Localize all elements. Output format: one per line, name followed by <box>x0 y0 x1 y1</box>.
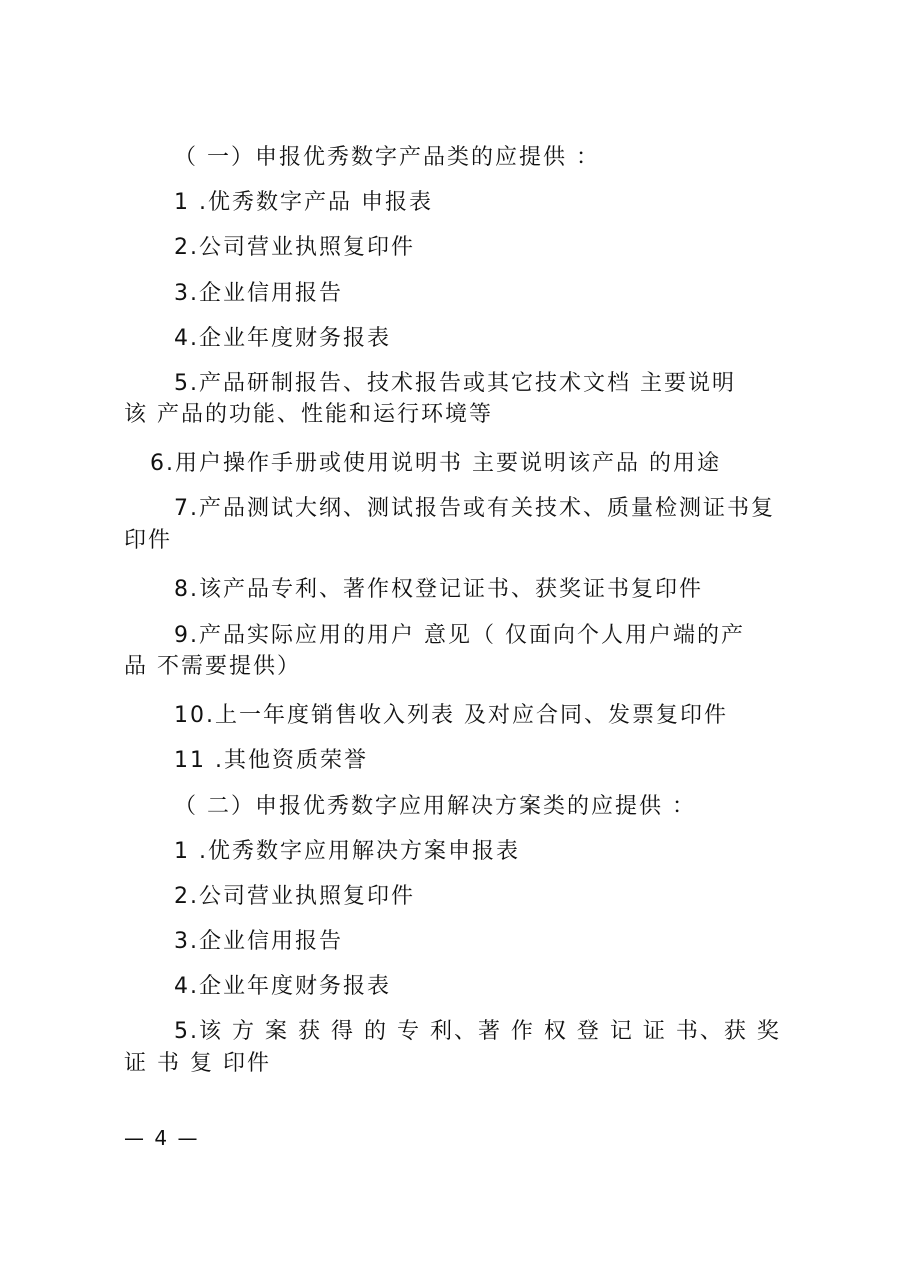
section1-item-9-line2: 品 不需要提供） <box>124 654 301 679</box>
section1-item-10: 10.上一年度销售收入列表 及对应合同、发票复印件 <box>174 703 728 728</box>
section2-item-3: 3.企业信用报告 <box>174 929 343 954</box>
section2-item-4: 4.企业年度财务报表 <box>174 974 391 999</box>
section2-heading: （ 二）申报优秀数字应用解决方案类的应提供 ： <box>174 794 696 819</box>
section1-item-7-line1: 7.产品测试大纲、测试报告或有关技术、质量检测证书复 <box>174 496 775 521</box>
section1-item-2: 2.公司营业执照复印件 <box>174 235 415 260</box>
section1-item-1: 1 .优秀数字产品 申报表 <box>174 190 433 215</box>
section1-item-5-line1: 5.产品研制报告、技术报告或其它技术文档 主要说明 <box>174 371 736 396</box>
section2-item-5-line2: 证 书 复 印件 <box>124 1051 271 1076</box>
section1-item-11: 11 .其他资质荣誉 <box>174 748 368 773</box>
page-number: — 4 — <box>124 1126 200 1150</box>
section1-item-7-line2: 印件 <box>124 528 173 553</box>
section2-item-1: 1 .优秀数字应用解决方案申报表 <box>174 839 520 864</box>
section1-item-4: 4.企业年度财务报表 <box>174 326 391 351</box>
section1-heading: （ 一）申报优秀数字产品类的应提供 ： <box>174 145 600 170</box>
section1-item-5-line2: 该 产品的功能、性能和运行环境等 <box>124 402 493 427</box>
section1-item-9-line1: 9.产品实际应用的用户 意见（ 仅面向个人用户端的产 <box>174 623 745 648</box>
section1-item-6: 6.用户操作手册或使用说明书 主要说明该产品 的用途 <box>150 451 721 476</box>
section1-item-8: 8.该产品专利、著作权登记证书、获奖证书复印件 <box>174 577 703 602</box>
section1-item-3: 3.企业信用报告 <box>174 281 343 306</box>
section2-item-5-line1: 5.该 方 案 获 得 的 专 利、著 作 权 登 记 证 书、获 奖 <box>174 1019 781 1044</box>
section2-item-2: 2.公司营业执照复印件 <box>174 884 415 909</box>
